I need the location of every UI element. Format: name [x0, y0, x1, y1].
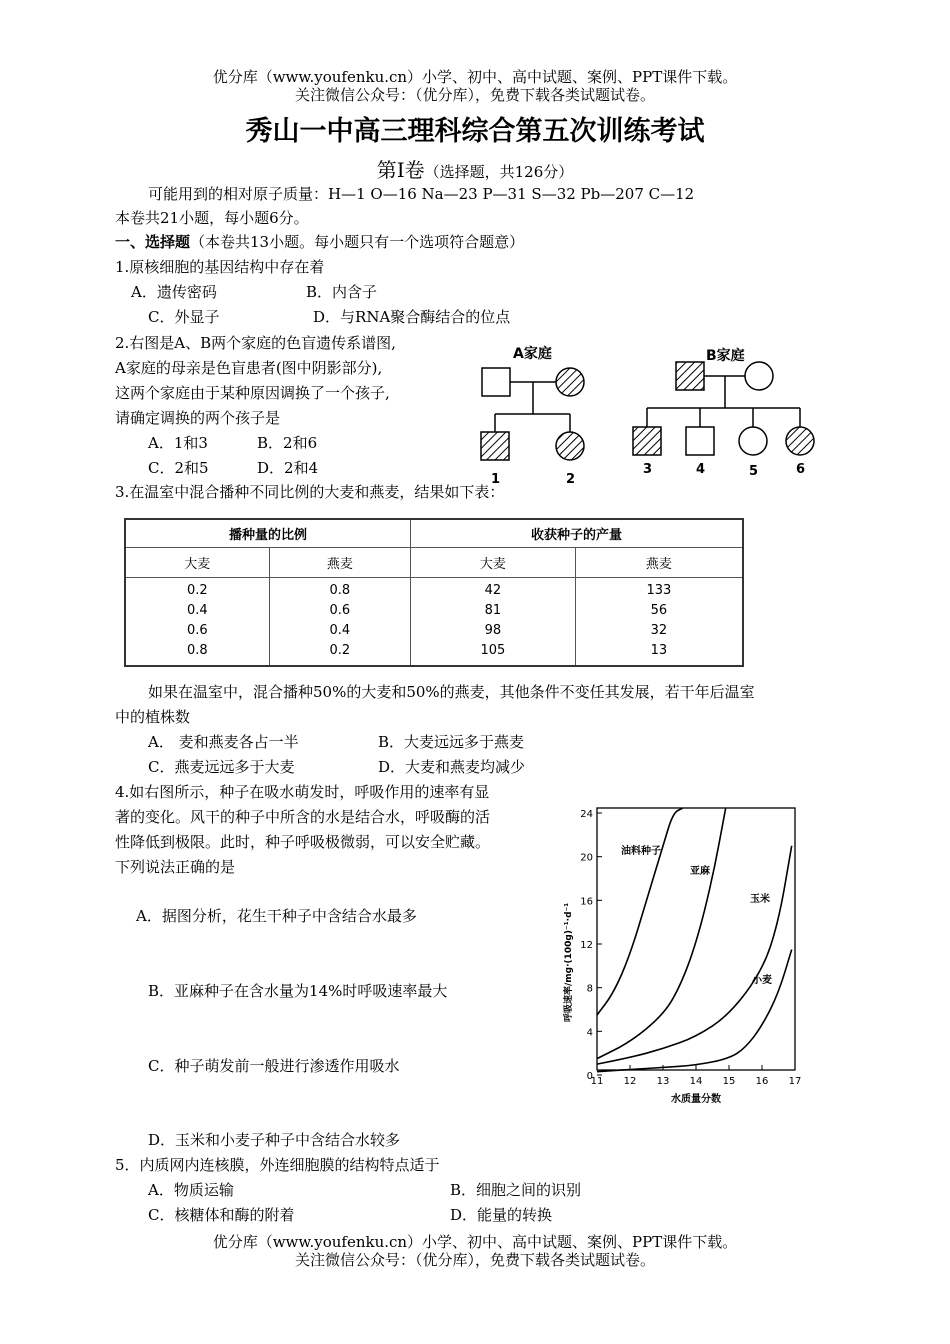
- q5-option-d: D．能量的转换: [450, 1206, 553, 1224]
- b-child-4: [686, 427, 714, 455]
- table-header-ratio: 播种量的比例: [125, 519, 411, 547]
- q5-option-b: B．细胞之间的识别: [450, 1181, 582, 1199]
- volume-note: （选择题，共126分）: [424, 163, 574, 181]
- y-axis-label: 呼吸速率/mg·(100g)⁻¹·d⁻¹: [564, 902, 574, 1022]
- b-child-5: [739, 427, 767, 455]
- family-a-parents: [481, 368, 584, 460]
- q1-option-c: C．外显子: [148, 308, 220, 326]
- a-father: [482, 368, 510, 396]
- section-title-note: （本卷共13小题。每小题只有一个选项符合题意）: [190, 233, 525, 251]
- x-tick-label: 16: [755, 1076, 769, 1087]
- q2-option-a: A．1和3: [148, 434, 208, 452]
- cell-ratio-barley: 0.2 0.4 0.6 0.8: [125, 577, 269, 666]
- volume-main: 第Ⅰ卷: [376, 158, 425, 182]
- pedigree-num-6: 6: [796, 462, 806, 477]
- y-axis: [580, 809, 602, 1082]
- series-label-wheat: 小麦: [752, 975, 772, 986]
- series-wheat-line: [597, 950, 792, 1072]
- q3-para-1: 如果在温室中，混合播种50%的大麦和50%的燕麦，其他条件不变任其发展，若干年后温室: [148, 683, 755, 701]
- q4-option-d: D．玉米和小麦子种子中含结合水较多: [148, 1131, 401, 1149]
- a-child-1: [481, 432, 509, 460]
- header-line-1: 优分库（www.youfenku.cn）小学、初中、高中试题、案例、PPT课件下载。: [212, 68, 738, 86]
- footer-line-1: 优分库（www.youfenku.cn）小学、初中、高中试题、案例、PPT课件下载。: [212, 1233, 738, 1251]
- q2-option-b: B．2和6: [257, 434, 318, 452]
- q3-stem: 3.在温室中混合播种不同比例的大麦和燕麦，结果如下表：: [115, 483, 505, 501]
- y-tick-label: 4: [586, 1027, 593, 1039]
- q5-stem: 5．内质网内连核膜，外连细胞膜的结构特点适于: [115, 1156, 440, 1174]
- q2-option-d: D．2和4: [257, 459, 319, 477]
- section-title-bold: 一、选择题: [115, 233, 191, 251]
- q5-option-a: A．物质运输: [148, 1181, 234, 1199]
- series-corn-line: [597, 846, 792, 1064]
- q4-stem-2: 著的变化。风干的种子中所含的水是结合水，呼吸酶的活: [115, 808, 491, 826]
- b-child-3: [633, 427, 661, 455]
- family-a-label: A家庭: [513, 346, 552, 362]
- pedigree-num-1: 1: [491, 472, 501, 487]
- x-tick-label: 15: [722, 1076, 736, 1087]
- col-barley-ratio: 大麦: [125, 547, 269, 577]
- col-oat-yield: 燕麦: [575, 547, 743, 577]
- col-oat-ratio: 燕麦: [269, 547, 411, 577]
- x-tick-label: 17: [788, 1076, 802, 1087]
- q3-option-a: A． 麦和燕麦各占一半: [148, 733, 299, 751]
- x-axis: [591, 1065, 802, 1087]
- pedigree-num-3: 3: [643, 462, 653, 477]
- q2-stem-1: 2.右图是A、B两个家庭的色盲遗传系谱图,: [115, 334, 396, 352]
- a-mother: [556, 368, 584, 396]
- q2-stem-2: A家庭的母亲是色盲患者(图中阴影部分),: [115, 359, 383, 377]
- y-tick-label: 20: [580, 852, 593, 864]
- b-mother: [745, 362, 773, 390]
- y-tick-label: 12: [580, 940, 593, 951]
- q1-option-a: A．遗传密码: [131, 283, 217, 301]
- cell-yield-barley: 42 81 98 105: [411, 577, 576, 666]
- family-b-label: B家庭: [706, 348, 745, 364]
- family-b-parents: [633, 362, 814, 455]
- footer-line-2: 关注微信公众号：（优分库），免费下载各类试题试卷。: [294, 1251, 655, 1269]
- col-barley-yield: 大麦: [411, 547, 576, 577]
- seed-table: [124, 518, 744, 667]
- q4-stem-3: 性降低到极限。此时，种子呼吸极微弱，可以安全贮藏。: [115, 833, 491, 851]
- series-label-flax: 亚麻: [690, 866, 710, 877]
- y-tick-label: 16: [580, 896, 593, 908]
- q3-option-b: B．大麦远远多于燕麦: [378, 733, 525, 751]
- header-line-2: 关注微信公众号：（优分库），免费下载各类试题试卷。: [294, 86, 655, 104]
- q3-option-d: D．大麦和燕麦均减少: [378, 758, 526, 776]
- b-father: [676, 362, 704, 390]
- y-tick-label: 0: [586, 1071, 593, 1082]
- a-child-2: [556, 432, 584, 460]
- atomic-masses: 可能用到的相对原子质量：H—1 O—16 Na—23 P—31 S—32 Pb—207 C—12: [148, 185, 695, 203]
- q2-stem-3: 这两个家庭由于某种原因调换了一个孩子,: [115, 384, 390, 402]
- x-tick-label: 12: [623, 1076, 637, 1087]
- q1-stem: 1.原核细胞的基因结构中存在着: [115, 258, 325, 276]
- q4-option-a: A．据图分析，花生干种子中含结合水最多: [136, 907, 417, 925]
- q5-option-c: C．核糖体和酶的附着: [148, 1206, 295, 1224]
- section-title: [115, 231, 524, 253]
- volume-heading: [0, 158, 950, 184]
- x-tick-label: 14: [689, 1076, 703, 1087]
- x-tick-label: 11: [590, 1076, 604, 1087]
- table-header-yield: 收获种子的产量: [411, 519, 743, 547]
- series-oilseed-line: [597, 808, 683, 1015]
- pedigree-num-4: 4: [696, 462, 706, 477]
- page-title: 秀山一中高三理科综合第五次训练考试: [245, 116, 705, 147]
- q1-option-b: B．内含子: [306, 283, 378, 301]
- y-tick-label: 24: [580, 809, 593, 820]
- cell-ratio-oat: 0.8 0.6 0.4 0.2: [269, 577, 411, 666]
- cell-yield-oat: 133 56 32 13: [575, 577, 743, 666]
- section-info: 本卷共21小题，每小题6分。: [115, 209, 309, 227]
- pedigree-num-5: 5: [749, 464, 759, 479]
- x-tick-label: 13: [656, 1076, 670, 1087]
- q4-option-c: C．种子萌发前一般进行渗透作用吸水: [148, 1057, 400, 1075]
- q3-para-2: 中的植株数: [115, 708, 191, 726]
- x-axis-label: 水质量分数: [671, 1094, 721, 1105]
- q2-stem-4: 请确定调换的两个孩子是: [115, 409, 281, 427]
- q3-option-c: C．燕麦远远多于大麦: [148, 758, 295, 776]
- q2-option-c: C．2和5: [148, 459, 209, 477]
- pedigree-chart: [470, 340, 830, 490]
- pedigree-num-2: 2: [566, 472, 576, 487]
- q4-option-b: B．亚麻种子在含水量为14%时呼吸速率最大: [148, 982, 448, 1000]
- series-label-oilseed: 油料种子: [621, 846, 661, 857]
- y-tick-label: 8: [586, 983, 593, 995]
- q4-stem-4: 下列说法正确的是: [115, 858, 236, 876]
- q4-stem-1: 4.如右图所示，种子在吸水萌发时，呼吸作用的速率有显: [115, 783, 490, 801]
- series-flax-line: [597, 808, 726, 1059]
- respiration-chart: [555, 800, 805, 1115]
- b-child-6: [786, 427, 814, 455]
- series-label-corn: 玉米: [750, 894, 770, 905]
- q1-option-d: D．与RNA聚合酶结合的位点: [313, 308, 511, 326]
